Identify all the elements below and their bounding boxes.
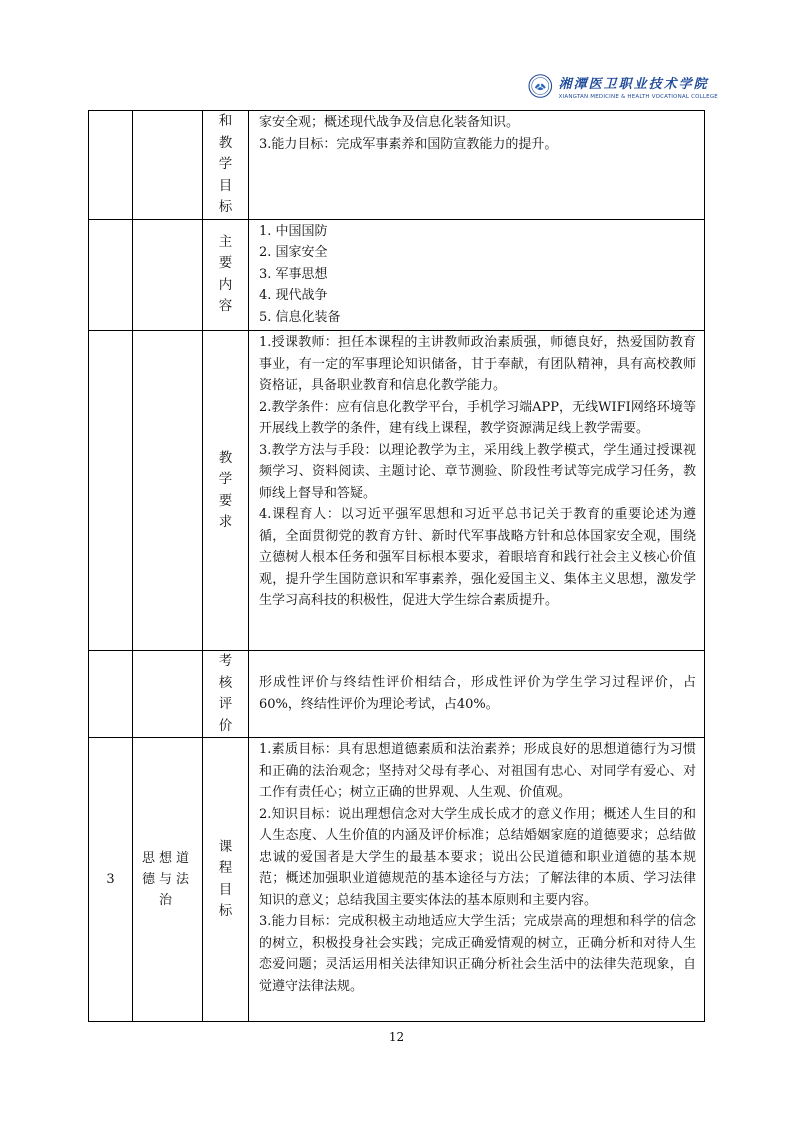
course-name-cell — [133, 331, 203, 651]
number-cell — [89, 111, 133, 220]
section-label: 和 教 学 目 标 — [203, 111, 249, 220]
section-label: 主 要 内 容 — [203, 219, 249, 331]
section-label: 考 核 评 价 — [203, 651, 249, 738]
section-content: 1.素质目标：具有思想道德素质和法治素养；形成良好的思想道德行为习惯和正确的法治观念；坚持对父母有孝心、对祖国有忠心、对同学有爱心、对工作有责任心；树立正确的世界观、人生观、价值观。 2.知识目标：说出理想信念对大学生成长成才的意义作用；概述人生目的和人生态度、人生价值的内涵及评价标准；总结婚姻家庭的道德要求；总结做忠诚的爱国者是大学生的最基本要求；说出公民道德和职业道德的基本规范；概述加强职业道德规范的基本途径与方法；了解法律的本质、学习法律知识的意义；总结我国主要实体法的基本原则和主要内容。 3.能力目标：完成积极主动地适应大学生活；完成崇高的理想和科学的信念的树立，积极投身社会实践；完成正确爱情观的树立，正确分析和对待人生恋爱问题；灵活运用相关法律知识正确分析社会生活中的法律失范现象，自觉遵守法律法规。 — [249, 738, 705, 1022]
college-name-en: XIANGTAN MEDICINE & HEALTH VOCATIONAL COLLEGE — [558, 93, 718, 100]
section-label: 教 学 要 求 — [203, 331, 249, 651]
section-content: 家安全观；概述现代战争及信息化装备知识。 3.能力目标：完成军事素养和国防宣教能力的提升。 — [249, 111, 705, 220]
section-content: 1. 中国国防 2. 国家安全 3. 军事思想 4. 现代战争 5. 信息化装备 — [249, 219, 705, 331]
course-name-cell — [133, 111, 203, 220]
course-name-cell: 思想道德与法治 — [133, 738, 203, 1022]
section-content: 形成性评价与终结性评价相结合，形成性评价为学生学习过程评价，占60%，终结性评价为理论考试，占40%。 — [249, 651, 705, 738]
college-logo — [528, 66, 718, 106]
row-teaching-requirements — [89, 331, 705, 651]
number-cell: 3 — [89, 738, 133, 1022]
college-emblem-icon — [528, 68, 553, 104]
row-course-objective — [89, 738, 705, 1022]
page-number: 12 — [388, 1030, 405, 1044]
course-table — [88, 110, 705, 1022]
row-main-content — [89, 219, 705, 331]
section-label: 课 程 目 标 — [203, 738, 249, 1022]
course-name-cell — [133, 219, 203, 331]
college-name-cn: 湘潭医卫职业技术学院 — [558, 76, 709, 92]
course-name-cell — [133, 651, 203, 738]
number-cell — [89, 651, 133, 738]
row-assessment — [89, 651, 705, 738]
number-cell — [89, 219, 133, 331]
number-cell — [89, 331, 133, 651]
section-content: 1.授课教师：担任本课程的主讲教师政治素质强，师德良好，热爱国防教育事业，有一定的军事理论知识储备，甘于奉献，有团队精神，具有高校教师资格证，具备职业教育和信息化教学能力。 2.教学条件：应有信息化教学平台，手机学习端APP，无线WIFI网络环境等开展线上教学的条件，建有线上课程，教学资源满足线上教学需要。 3.教学方法与手段：以理论教学为主，采用线上教学模式，学生通过授课视频学习、资料阅读、主题讨论、章节测验、阶段性考试等完成学习任务，教师线上督导和答疑。 4.课程育人：以习近平强军思想和习近平总书记关于教育的重要论述为遵循，全面贯彻党的教育方针、新时代军事战略方针和总体国家安全观，围绕立德树人根本任务和强军目标根本要求，着眼培育和践行社会主义核心价值观，提升学生国防意识和军事素养，强化爱国主义、集体主义思想，激发学生学习高科技的积极性，促进大学生综合素质提升。 — [249, 331, 705, 651]
row-teaching-objective — [89, 111, 705, 220]
